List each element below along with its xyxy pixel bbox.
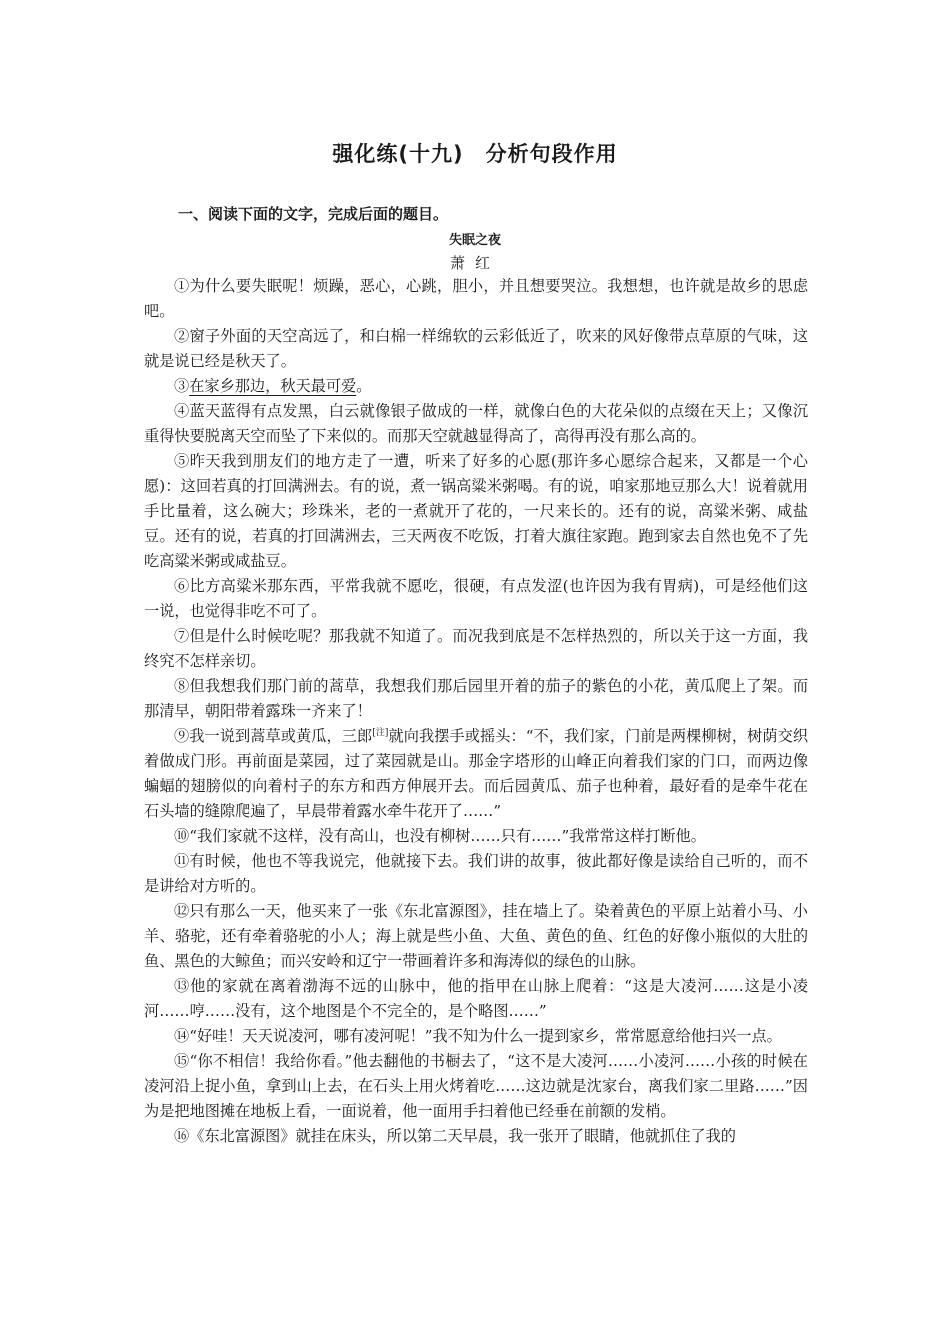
paragraph-4: ④蓝天蓝得有点发黑，白云就像银子做成的一样，就像白色的大花朵似的点缀在天上；又像沉重得快要脱离天空而坠了下来似的。而那天空就越显得高了，高得再没有那么高的。 bbox=[144, 402, 808, 445]
paragraph-1: ①为什么要失眠呢！烦躁，恶心，心跳，胆小，并且想要哭泣。我想想，也许就是故乡的思虑吧。 bbox=[144, 277, 808, 320]
paragraph-3-tail: 。 bbox=[356, 377, 372, 395]
paragraph-11: ⑪有时候，他也不等我说完，他就接下去。我们讲的故事，彼此都好像是读给自己听的，而不是讲给对方听的。 bbox=[144, 852, 808, 895]
section-heading: 一、阅读下面的文字，完成后面的题目。 bbox=[178, 205, 449, 223]
paragraph-9 bbox=[144, 724, 808, 824]
paragraph-13: ⑬他的家就在离着渤海不远的山脉中，他的指甲在山脉上爬着：“这是大凌河……这是小凌河……哼……没有，这个地图是个不完全的，是个略图……” bbox=[144, 977, 808, 1020]
paragraph-10: ⑩“我们家就不这样，没有高山，也没有柳树……只有……”我常常这样打断他。 bbox=[174, 827, 706, 845]
title-part-1: 强化练(十九) bbox=[332, 142, 464, 166]
paragraph-12: ⑫只有那么一天，他买来了一张《东北富源图》，挂在墙上了。染着黄色的平原上站着小马、小羊、骆驼，还有牵着骆驼的小人；海上就是些小鱼、大鱼、黄色的鱼、红色的好像小瓶似的大肚的鱼、黑色的大鲸鱼；而兴安岭和辽宁一带画着许多和海涛似的绿色的山脉。 bbox=[144, 902, 808, 970]
paragraph-6: ⑥比方高粱米那东西，平常我就不愿吃，很硬，有点发涩(也许因为我有胃病)，可是经他们这一说，也觉得非吃不可了。 bbox=[144, 577, 808, 620]
paragraph-2: ②窗子外面的天空高远了，和白棉一样绵软的云彩低近了，吹来的风好像带点草原的气味，这就是说已经是秋天了。 bbox=[144, 327, 808, 370]
paragraph-3 bbox=[144, 374, 808, 399]
paragraph-5: ⑤昨天我到朋友们的地方走了一遭，听来了好多的心愿(那许多心愿综合起来，又都是一个心愿)：这回若真的打回满洲去。有的说，煮一锅高粱米粥喝。有的说，咱家那地豆那么大！说着就用手比量着，这么碗大；珍珠米，老的一煮就开了花的，一尺来长的。还有的说，高粱米粥、咸盐豆。还有的说，若真的打回满洲去，三天两夜不吃饭，打着大旗往家跑。跑到家去自然也免不了先吃高粱米粥或咸盐豆。 bbox=[144, 452, 808, 570]
paragraph-8: ⑧但我想我们那门前的蒿草，我想我们那后园里开着的茄子的紫色的小花，黄瓜爬上了架。而那清早，朝阳带着露珠一齐来了！ bbox=[144, 677, 808, 720]
footnote-marker: [注] bbox=[372, 727, 389, 738]
paragraph-3-number: ③ bbox=[174, 377, 190, 395]
paragraph-16: ⑯《东北富源图》就挂在床头，所以第二天早晨，我一张开了眼睛，他就抓住了我的 bbox=[174, 1127, 736, 1145]
paragraph-14: ⑭“好哇！天天说凌河，哪有凌河呢！”我不知为什么一提到家乡，常常愿意给他扫兴一点。 bbox=[174, 1027, 782, 1045]
paragraph-9-tail: 就向我摆手或摇头：“不，我们家，门前是两棵柳树，树荫交织着做成门形。再前面是菜园，过了菜园就是山。那金字塔形的山峰正向着我们家的门口，而两边像蝙蝠的翅膀似的向着村子的东方和西方伸展开去。而后园黄瓜、茄子也种着，最好看的是牵牛花在石头墙的缝隙爬遍了，早晨带着露水牵牛花开了……” bbox=[144, 727, 809, 820]
article-author: 萧红 bbox=[449, 254, 500, 272]
underlined-sentence: 在家乡那边，秋天最可爱 bbox=[189, 377, 357, 395]
paragraph-15: ⑮“你不相信！我给你看。”他去翻他的书橱去了，“这不是大凌河……小凌河……小孩的时候在凌河沿上捉小鱼，拿到山上去，在石头上用火烤着吃……这边就是沈家台，离我们家二里路……”因为是把地图摊在地板上看，一面说着，他一面用手扫着他已经垂在前额的发梢。 bbox=[144, 1052, 808, 1120]
paragraph-9-head: ⑨我一说到蒿草或黄瓜，三郎 bbox=[174, 727, 373, 745]
article-title: 失眠之夜 bbox=[448, 233, 501, 248]
paragraph-7: ⑦但是什么时候吃呢？那我就不知道了。而况我到底是不怎样热烈的，所以关于这一方面，我终究不怎样亲切。 bbox=[144, 627, 808, 670]
page-title bbox=[0, 138, 950, 168]
article-body bbox=[144, 274, 808, 1149]
title-part-2: 分析句段作用 bbox=[485, 142, 618, 166]
